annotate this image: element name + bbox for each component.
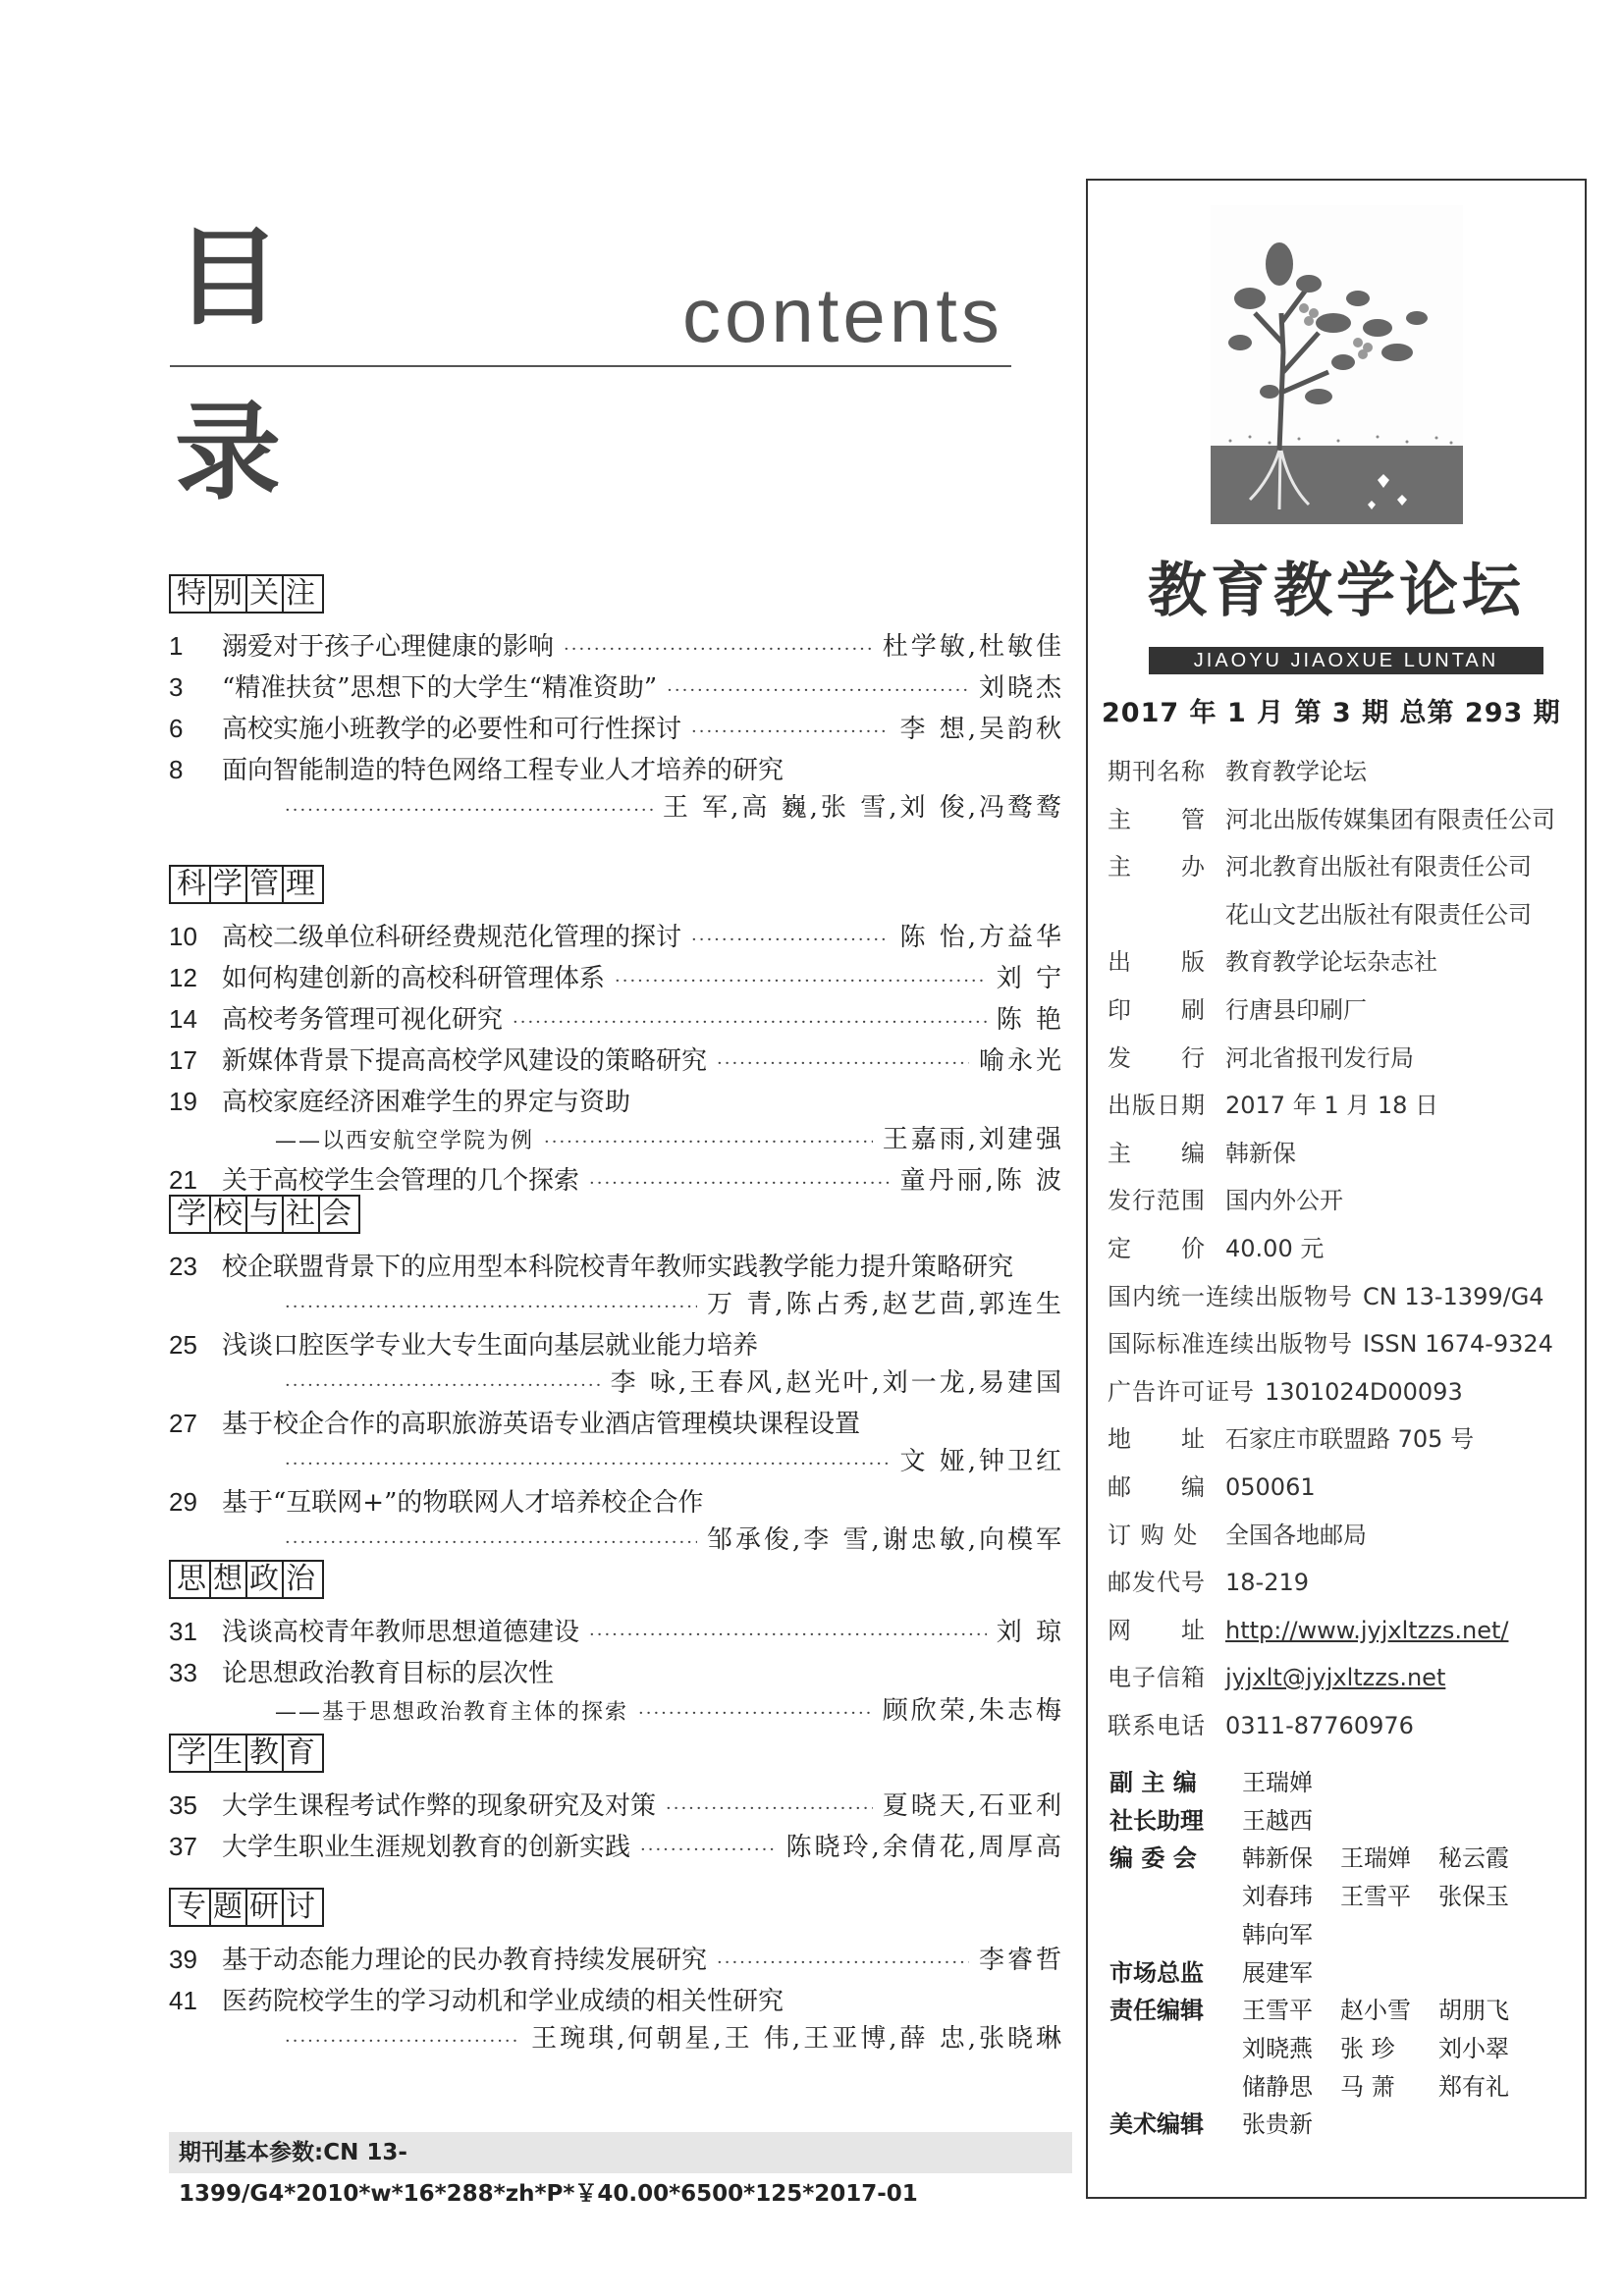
heading-mu: 目	[175, 217, 282, 340]
staff-name: 王瑞婵	[1242, 1769, 1313, 1796]
article-title: 基于动态能力理论的民办教育持续发展研究	[222, 1946, 708, 1975]
staff-name: 王雪平	[1242, 1997, 1313, 2025]
toc-section	[169, 1734, 1064, 1869]
toc-section	[169, 574, 1064, 829]
section-heading-char: 思	[175, 1562, 211, 1597]
info-value: CN 13-1399/G4	[1363, 1282, 1544, 1310]
toc-entry[interactable]	[169, 710, 1064, 751]
article-authors: 童丹丽,陈 波	[899, 1166, 1064, 1196]
info-value: 国内外公开	[1225, 1187, 1343, 1215]
info-value[interactable]	[1225, 1607, 1508, 1655]
info-link[interactable]: http://www.jyjxltzzs.net/	[1225, 1616, 1509, 1644]
info-row	[1108, 1368, 1579, 1416]
staff-row	[1109, 1992, 1581, 2106]
staff-name: 刘春玮	[1242, 1883, 1313, 1911]
staff-role: 美术编辑	[1109, 2110, 1204, 2139]
article-authors: 喻永光	[978, 1046, 1064, 1076]
info-value: 全国各地邮局	[1225, 1521, 1367, 1549]
info-value: 0311-87760976	[1225, 1711, 1414, 1739]
article-title: 新媒体背景下提高高校学风建设的策略研究	[222, 1046, 708, 1076]
section-heading-char: 题	[211, 1890, 247, 1925]
staff-name: 韩新保	[1242, 1844, 1313, 1873]
article-title: 高校实施小班教学的必要性和可行性探讨	[222, 715, 682, 744]
info-value: 石家庄市联盟路 705 号	[1225, 1425, 1475, 1454]
staff-name: 张贵新	[1242, 2110, 1313, 2139]
staff-role: 市场总监	[1109, 1958, 1204, 1987]
toc-entry[interactable]	[169, 1613, 1064, 1654]
article-authors: 夏晓天,石亚利	[882, 1791, 1064, 1821]
toc-entry[interactable]	[169, 1248, 1064, 1326]
info-label: 邮发代号	[1108, 1569, 1206, 1597]
info-value: ISSN 1674-9324	[1363, 1330, 1553, 1359]
toc-section	[169, 1195, 1064, 1562]
article-title: 校企联盟背景下的应用型本科院校青年教师实践教学能力提升策略研究	[222, 1253, 1014, 1282]
toc-entry[interactable]	[169, 1828, 1064, 1869]
article-title: 高校家庭经济困难学生的界定与资助	[222, 1088, 631, 1117]
section-heading-char: 育	[286, 1735, 316, 1770]
info-row	[1108, 1559, 1579, 1607]
page-number: 1	[169, 631, 184, 661]
staff-row	[1109, 2106, 1581, 2144]
leader-dots	[285, 2023, 521, 2060]
toc-entry[interactable]	[169, 1041, 1064, 1083]
article-authors: 陈 怡,方益华	[899, 923, 1064, 952]
article-authors: 刘晓杰	[978, 673, 1064, 703]
toc-entry[interactable]	[169, 627, 1064, 668]
leader-dots	[285, 1446, 890, 1483]
article-title: 基于校企合作的高职旅游英语专业酒店管理模块课程设置	[222, 1410, 861, 1439]
section-heading-char: 讨	[286, 1890, 316, 1924]
journal-parameters: 期刊基本参数:CN 13-1399/G4*2010*w*16*288*zh*P*￥40.00*6500*125*2017-01	[169, 2132, 1072, 2173]
info-row	[1108, 1654, 1579, 1702]
section-heading-char: 特	[175, 576, 211, 612]
staff-role: 编 委 会	[1109, 1844, 1197, 1873]
staff-row	[1109, 1954, 1581, 1993]
staff-name: 张 珍	[1340, 2034, 1395, 2062]
info-label: 联系电话	[1108, 1711, 1206, 1739]
info-row	[1108, 1273, 1579, 1321]
section-heading-char: 理	[286, 867, 316, 901]
tree-logo-icon	[1211, 205, 1463, 524]
section-heading-char: 学	[211, 867, 247, 902]
section-heading-char: 社	[284, 1197, 320, 1232]
staff-role: 副 主 编	[1109, 1769, 1197, 1796]
staff-name: 刘小翠	[1438, 2034, 1509, 2062]
info-value: 教育教学论坛	[1225, 758, 1367, 785]
toc-entry[interactable]	[169, 668, 1064, 710]
section-heading-char: 治	[286, 1562, 316, 1596]
page-number: 23	[169, 1252, 197, 1281]
info-row	[1108, 796, 1579, 844]
article-title: “精准扶贫”思想下的大学生“精准资助”	[222, 673, 658, 703]
info-label: 国内统一连续出版物号	[1108, 1282, 1353, 1310]
article-title: 医药院校学生的学习动机和学业成绩的相关性研究	[222, 1987, 784, 2016]
leader-dots	[615, 963, 987, 1000]
info-row	[1108, 1225, 1579, 1273]
info-label: 网 址	[1108, 1616, 1206, 1644]
publication-info	[1108, 748, 1579, 1749]
article-authors: 王琬琪,何朝星,王 伟,王亚博,薛 忠,张晓琳	[531, 2024, 1064, 2054]
toc-entry[interactable]	[169, 959, 1064, 1000]
article-authors: 顾欣荣,朱志梅	[882, 1696, 1064, 1726]
staff-name: 王雪平	[1340, 1883, 1411, 1911]
section-heading-char: 校	[211, 1197, 247, 1232]
article-title: 论思想政治教育目标的层次性	[222, 1659, 555, 1688]
article-authors: 刘 宁	[996, 964, 1064, 993]
section-heading-char: 教	[247, 1735, 284, 1771]
page-number: 10	[169, 922, 197, 951]
leader-dots	[717, 1045, 969, 1083]
toc-entry[interactable]	[169, 1405, 1064, 1483]
info-value: 河北省报刊发行局	[1225, 1043, 1414, 1072]
page-number: 41	[169, 1986, 197, 2015]
page-number: 21	[169, 1165, 197, 1195]
page-number: 17	[169, 1045, 197, 1075]
info-label: 国际标准连续出版物号	[1108, 1330, 1353, 1359]
page-number: 19	[169, 1087, 197, 1116]
info-row	[1108, 1130, 1579, 1178]
article-subtitle: ——基于思想政治教育主体的探索	[275, 1700, 629, 1725]
staff-name: 展建军	[1242, 1958, 1313, 1987]
section-heading-char: 会	[322, 1197, 352, 1231]
article-authors: 邹承俊,李 雪,谢忠敏,向模军	[706, 1525, 1064, 1555]
staff-name: 秘云霞	[1438, 1844, 1509, 1873]
toc-section	[169, 1888, 1064, 2060]
page-number: 31	[169, 1617, 197, 1646]
staff-role: 责任编辑	[1109, 1997, 1204, 2025]
info-label: 发行范围	[1108, 1187, 1206, 1215]
info-label: 定 价	[1108, 1234, 1206, 1262]
section-heading-char: 别	[211, 576, 247, 612]
info-value: 花山文艺出版社有限责任公司	[1225, 900, 1532, 929]
section-heading	[169, 574, 324, 614]
info-row	[1108, 1464, 1579, 1512]
leader-dots	[589, 1617, 987, 1654]
info-row	[1108, 1607, 1579, 1655]
leader-dots	[640, 1832, 776, 1869]
staff-name: 马 萧	[1340, 2072, 1395, 2101]
info-value: 2017 年 1 月 18 日	[1225, 1092, 1439, 1120]
info-label: 出版日期	[1108, 1092, 1206, 1120]
section-heading-char: 专	[175, 1890, 211, 1925]
staff-names	[1242, 1954, 1537, 1993]
article-title: 大学生职业生涯规划教育的创新实践	[222, 1833, 631, 1862]
info-label: 主 办	[1108, 853, 1206, 881]
info-label: 电子信箱	[1108, 1664, 1206, 1692]
magazine-pinyin: JIAOYU JIAOXUE LUNTAN	[1149, 647, 1543, 674]
info-row	[1108, 748, 1579, 796]
info-value: 18-219	[1225, 1569, 1310, 1597]
section-heading-char: 管	[247, 867, 284, 902]
info-label: 出 版	[1108, 948, 1206, 977]
article-authors: 陈晓玲,余倩花,周厚高	[785, 1833, 1064, 1862]
article-authors: 李 想,吴韵秋	[899, 715, 1064, 744]
info-value: 行唐县印刷厂	[1225, 995, 1367, 1024]
staff-name: 郑有礼	[1438, 2072, 1509, 2101]
info-row	[1108, 1702, 1579, 1750]
toc-entry[interactable]	[169, 918, 1064, 959]
article-authors: 陈 艳	[996, 1005, 1064, 1035]
leader-dots	[513, 1004, 987, 1041]
staff-name: 王瑞婵	[1340, 1844, 1411, 1873]
info-row	[1108, 891, 1579, 939]
page-number: 27	[169, 1409, 197, 1438]
section-heading	[169, 1734, 324, 1773]
staff-names	[1242, 1992, 1537, 2106]
staff-row	[1109, 1802, 1581, 1841]
staff-name: 张保玉	[1438, 1883, 1509, 1911]
staff-name: 刘晓燕	[1242, 2034, 1313, 2062]
toc-entry[interactable]	[169, 1654, 1064, 1733]
info-value: 韩新保	[1225, 1139, 1296, 1167]
staff-names	[1242, 2106, 1537, 2144]
staff-name: 王越西	[1242, 1806, 1313, 1835]
article-authors: 万 青,陈占秀,赵艺茴,郭连生	[706, 1290, 1064, 1319]
article-authors: 王 军,高 巍,张 雪,刘 俊,冯鹜鹜	[662, 793, 1064, 823]
info-row	[1108, 987, 1579, 1035]
section-heading-char: 关	[247, 576, 284, 612]
staff-name: 储静思	[1242, 2072, 1313, 2101]
info-label: 订 购 处	[1108, 1521, 1199, 1549]
section-heading-char: 与	[247, 1197, 284, 1232]
leader-dots	[638, 1695, 873, 1733]
leader-dots	[667, 672, 969, 710]
section-heading-char: 学	[175, 1735, 211, 1771]
article-authors: 李睿哲	[978, 1946, 1064, 1975]
page-number: 39	[169, 1945, 197, 1974]
article-title: 高校考务管理可视化研究	[222, 1005, 504, 1035]
info-row	[1108, 1320, 1579, 1368]
article-title: 浅谈口腔医学专业大专生面向基层就业能力培养	[222, 1331, 759, 1361]
article-authors: 刘 琼	[996, 1618, 1064, 1647]
header-divider	[170, 365, 1011, 367]
leader-dots	[285, 1367, 601, 1405]
toc-entry[interactable]	[169, 1982, 1064, 2060]
staff-name: 赵小雪	[1340, 1997, 1411, 2025]
leader-dots	[666, 1790, 873, 1828]
toc-section	[169, 1560, 1064, 1733]
info-row	[1108, 1512, 1579, 1560]
article-authors: 王嘉雨,刘建强	[882, 1125, 1064, 1154]
issue-info: 2017 年 1 月 第 3 期 总第 293 期	[1102, 698, 1561, 728]
toc-entry[interactable]	[169, 1941, 1064, 1982]
page-number: 14	[169, 1004, 197, 1034]
article-title: 浅谈高校青年教师思想道德建设	[222, 1618, 580, 1647]
page-number: 6	[169, 714, 184, 743]
leader-dots	[691, 714, 890, 751]
info-row	[1108, 938, 1579, 987]
staff-row	[1109, 1840, 1581, 1953]
section-heading-char: 注	[286, 576, 316, 611]
page-number: 29	[169, 1487, 197, 1517]
editorial-staff	[1109, 1764, 1581, 2144]
section-heading-char: 想	[211, 1562, 247, 1597]
toc-entry[interactable]	[169, 1787, 1064, 1828]
leader-dots	[285, 1289, 697, 1326]
info-row	[1108, 1082, 1579, 1130]
info-label: 发 行	[1108, 1043, 1206, 1072]
article-authors: 文 娅,钟卫红	[899, 1447, 1064, 1476]
info-row	[1108, 1177, 1579, 1225]
section-heading	[169, 1560, 324, 1599]
staff-names	[1242, 1764, 1537, 1802]
magazine-title: 教育教学论坛	[1148, 557, 1525, 625]
article-title: 溺爱对于孩子心理健康的影响	[222, 632, 555, 662]
info-value: 050061	[1225, 1472, 1316, 1501]
info-label	[1108, 891, 1225, 939]
article-title: 大学生课程考试作弊的现象研究及对策	[222, 1791, 657, 1821]
info-label: 地 址	[1108, 1425, 1206, 1454]
section-heading	[169, 1195, 360, 1234]
leader-dots	[544, 1124, 873, 1161]
section-heading-char: 生	[211, 1735, 247, 1771]
info-value: 河北教育出版社有限责任公司	[1225, 853, 1532, 881]
article-title: 关于高校学生会管理的几个探索	[222, 1166, 580, 1196]
article-title: 如何构建创新的高校科研管理体系	[222, 964, 606, 993]
section-heading-char: 学	[175, 1197, 211, 1232]
section-heading	[169, 1888, 324, 1927]
toc-entry[interactable]	[169, 1483, 1064, 1562]
staff-row	[1109, 1764, 1581, 1802]
leader-dots	[285, 792, 653, 829]
page-number: 33	[169, 1658, 197, 1687]
section-heading	[169, 865, 324, 904]
info-value: 教育教学论坛杂志社	[1225, 948, 1437, 977]
staff-role: 社长助理	[1109, 1806, 1204, 1835]
info-label: 期刊名称	[1108, 758, 1206, 785]
article-authors: 李 咏,王春风,赵光叶,刘一龙,易建国	[610, 1368, 1064, 1398]
toc-entry[interactable]	[169, 1000, 1064, 1041]
section-heading-char: 政	[247, 1562, 284, 1597]
info-link[interactable]: jyjxlt@jyjxltzzs.net	[1225, 1664, 1446, 1692]
info-label: 邮 编	[1108, 1472, 1206, 1501]
info-row	[1108, 1035, 1579, 1083]
leader-dots	[285, 1524, 697, 1562]
info-label: 印 刷	[1108, 995, 1206, 1024]
leader-dots	[564, 631, 873, 668]
section-heading-char: 研	[247, 1890, 284, 1925]
info-label: 广告许可证号	[1108, 1377, 1255, 1406]
info-value[interactable]	[1225, 1654, 1445, 1702]
staff-names	[1242, 1802, 1537, 1841]
info-label: 主 编	[1108, 1139, 1206, 1167]
toc-entry[interactable]	[169, 751, 1064, 829]
page-number: 8	[169, 755, 184, 784]
staff-name: 胡朋飞	[1438, 1997, 1509, 2025]
article-title: 基于“互联网+”的物联网人才培养校企合作	[222, 1488, 704, 1518]
info-label: 主 管	[1108, 805, 1206, 833]
page-number: 35	[169, 1790, 197, 1820]
info-value: 1301024D00093	[1265, 1377, 1463, 1406]
contents-heading: contents	[682, 272, 1003, 358]
staff-names	[1242, 1840, 1537, 1953]
toc-entry[interactable]	[169, 1083, 1064, 1161]
info-row	[1108, 843, 1579, 891]
toc-section	[169, 865, 1064, 1202]
article-authors: 杜学敏,杜敏佳	[882, 632, 1064, 662]
article-title: 面向智能制造的特色网络工程专业人才培养的研究	[222, 756, 784, 785]
article-subtitle: ——以西安航空学院为例	[275, 1129, 535, 1153]
section-heading-char: 科	[175, 867, 211, 902]
leader-dots	[691, 922, 890, 959]
page-number: 37	[169, 1832, 197, 1861]
info-value: 河北出版传媒集团有限责任公司	[1225, 805, 1555, 833]
staff-name: 韩向军	[1242, 1920, 1313, 1949]
toc-entry[interactable]	[169, 1326, 1064, 1405]
page-number: 12	[169, 963, 197, 992]
page-number: 25	[169, 1330, 197, 1360]
leader-dots	[717, 1945, 969, 1982]
info-row	[1108, 1415, 1579, 1464]
page-number: 3	[169, 672, 184, 702]
info-value: 40.00 元	[1225, 1234, 1325, 1262]
article-title: 高校二级单位科研经费规范化管理的探讨	[222, 923, 682, 952]
masthead-panel	[1086, 179, 1587, 2199]
heading-lu: 录	[175, 392, 282, 514]
